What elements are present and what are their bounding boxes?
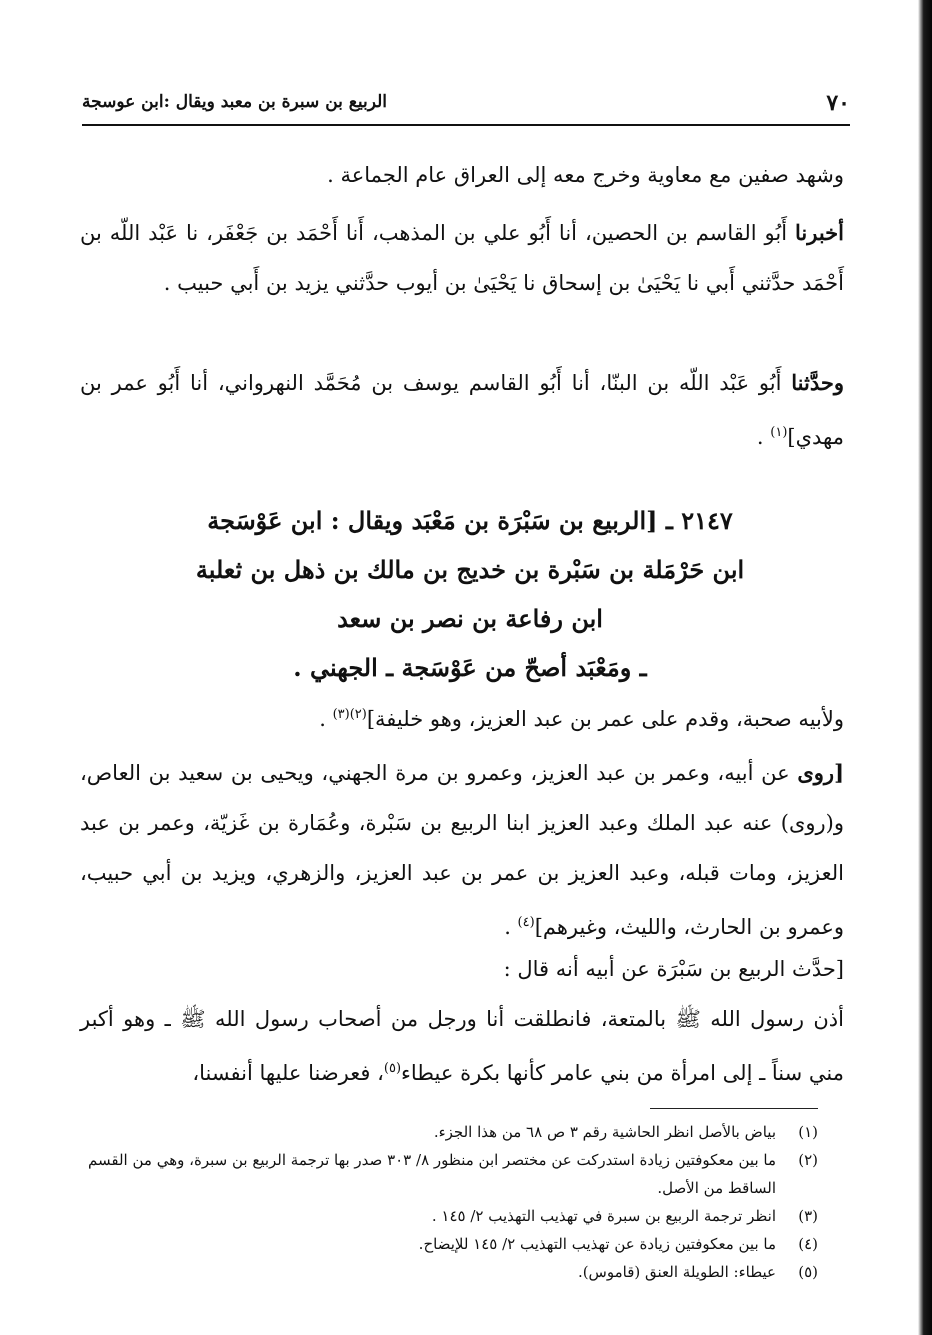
- footnote-number: (٢): [798, 1151, 818, 1169]
- footnote: [62, 1146, 818, 1202]
- footnote: [62, 1118, 818, 1146]
- paragraph-riwaya: [80, 748, 844, 952]
- page-header: [82, 84, 850, 118]
- footnote-text: ما بين معكوفتين زيادة استدركت عن مختصر ابن منظور ٨/ ٣٠٣ صدر بها ترجمة الربيع بن سبرة، وهي من القسم الساقط من الأصل.: [88, 1151, 776, 1197]
- footnote-number: (٤): [798, 1235, 818, 1253]
- isnad-akhbarana: [80, 208, 844, 308]
- narrators-section: [80, 748, 844, 952]
- haddathana-end: .: [756, 425, 771, 449]
- haddathana-lead: وحدَّثنا: [791, 370, 844, 395]
- entry-line-2: ابن حَرْمَلة بن سَبْرة بن خديج بن مالك بن ذهل بن ثعلبة: [195, 555, 745, 584]
- running-title: الربيع بن سبرة بن معبد ويقال :ابن عوسجة: [82, 92, 387, 112]
- hadith-body: أذن رسول الله ﷺ بالمتعة، فانطلقت أنا ورجل من أصحاب رسول الله ﷺ ـ وهو أكبر مني سناً ـ إلى امرأة من بني عامر كأنها بكرة عيطاء: [80, 1007, 844, 1085]
- isnad-haddathana: [80, 358, 844, 462]
- haddathana-text: أَبُو عَبْد اللّه بن البنّا، أنا أَبُو القاسم يوسف بن مُحَمَّد النهرواني، أنا أَبُو عمر بن مهدي]: [80, 371, 844, 449]
- footnote-number: (٥): [798, 1263, 818, 1281]
- entry-line-4: ـ ومَعْبَد أصحّ من عَوْسَجة ـ الجهني .: [293, 653, 647, 682]
- footnote-number: (١): [798, 1123, 818, 1141]
- footnote-text: بياض بالأصل انظر الحاشية رقم ٣ ص ٦٨ من هذا الجزء.: [433, 1123, 776, 1141]
- paragraph-akhbarana: [80, 208, 844, 308]
- footnote-text: انظر ترجمة الربيع بن سبرة في تهذيب التهذيب ٢/ ١٤٥ .: [431, 1207, 776, 1225]
- footnotes: [62, 1118, 818, 1286]
- paragraph-father: [80, 690, 844, 744]
- footnote: [62, 1202, 818, 1230]
- riwaya-text: عن أبيه، وعمر بن عبد العزيز، وعمرو بن مرة الجهني، ويحيى بن سعيد بن العاص، و(روى) عنه عبد الملك وعبد العزيز ابنا الربيع بن سَبْرة، وعُمَارة بن غَزيّة، وعمر بن عبد العزيز، ومات قبله، وعبد العزيز بن عمر بن عبد العزيز، والزهري، ويزيد بن أبي حبيب، وعمرو بن الحارث، والليث، وغيرهم]: [80, 761, 844, 939]
- entry-line-3: ابن رفاعة بن نصر بن سعد: [337, 604, 603, 633]
- footnote-ref-1[interactable]: (١): [770, 425, 788, 440]
- page-edge-shadow: [918, 0, 932, 1335]
- hadith-text: [80, 994, 844, 1098]
- paragraph-haddathana: [80, 358, 844, 462]
- footnote-text: عيطاء: الطويلة العنق (قاموس).: [577, 1263, 776, 1281]
- father-text: ولأبيه صحبة، وقدم على عمر بن عبد العزيز، وهو خليفة]: [366, 707, 844, 731]
- footnote-ref-4[interactable]: (٤): [517, 915, 535, 930]
- opening-text: [80, 150, 844, 200]
- riwaya-end: .: [504, 915, 518, 939]
- footnote-text: ما بين معكوفتين زيادة عن تهذيب التهذيب ٢/ ١٤٥ للإيضاح.: [418, 1235, 776, 1253]
- footnote-separator: [650, 1108, 818, 1109]
- entry-heading: [160, 496, 780, 692]
- riwaya-lead: [روى: [797, 760, 844, 785]
- hadith-intro: [حدَّث الربيع بن سَبْرَة عن أبيه أنه قال :: [503, 957, 844, 981]
- footnote-number: (٣): [798, 1207, 818, 1225]
- father-end: .: [319, 707, 333, 731]
- footnote: [62, 1230, 818, 1258]
- father-note: [80, 690, 844, 744]
- paragraph-siffin: وشهد صفين مع معاوية وخرج معه إلى العراق عام الجماعة .: [327, 163, 844, 187]
- hadith-section: [80, 944, 844, 1098]
- akhbarana-lead: أخبرنا: [795, 220, 844, 245]
- footnote-ref-2-3[interactable]: (٢)(٣): [332, 707, 367, 722]
- footnote-ref-5[interactable]: (٥): [383, 1061, 402, 1076]
- page-number: ٧٠: [826, 90, 850, 116]
- entry-line-1: ٢١٤٧ ـ [الربيع بن سَبْرَة بن مَعْبَد ويقال : ابن عَوْسَجة: [207, 506, 733, 535]
- footnote: [62, 1258, 818, 1286]
- hadith-end: ، فعرضنا عليها أنفسنا،: [192, 1061, 384, 1085]
- akhbarana-text: أَبُو القاسم بن الحصين، أنا أَبُو علي بن المذهب، أَنا أَحْمَد بن جَعْفَر، نا عَبْد اللّه بن أَحْمَد حدَّثني أَبي نا يَحْيَىٰ بن إسحاق نا يَحْيَىٰ بن أيوب حدَّثني يزيد بن أَبي حبيب .: [80, 221, 844, 295]
- header-rule: [82, 124, 850, 126]
